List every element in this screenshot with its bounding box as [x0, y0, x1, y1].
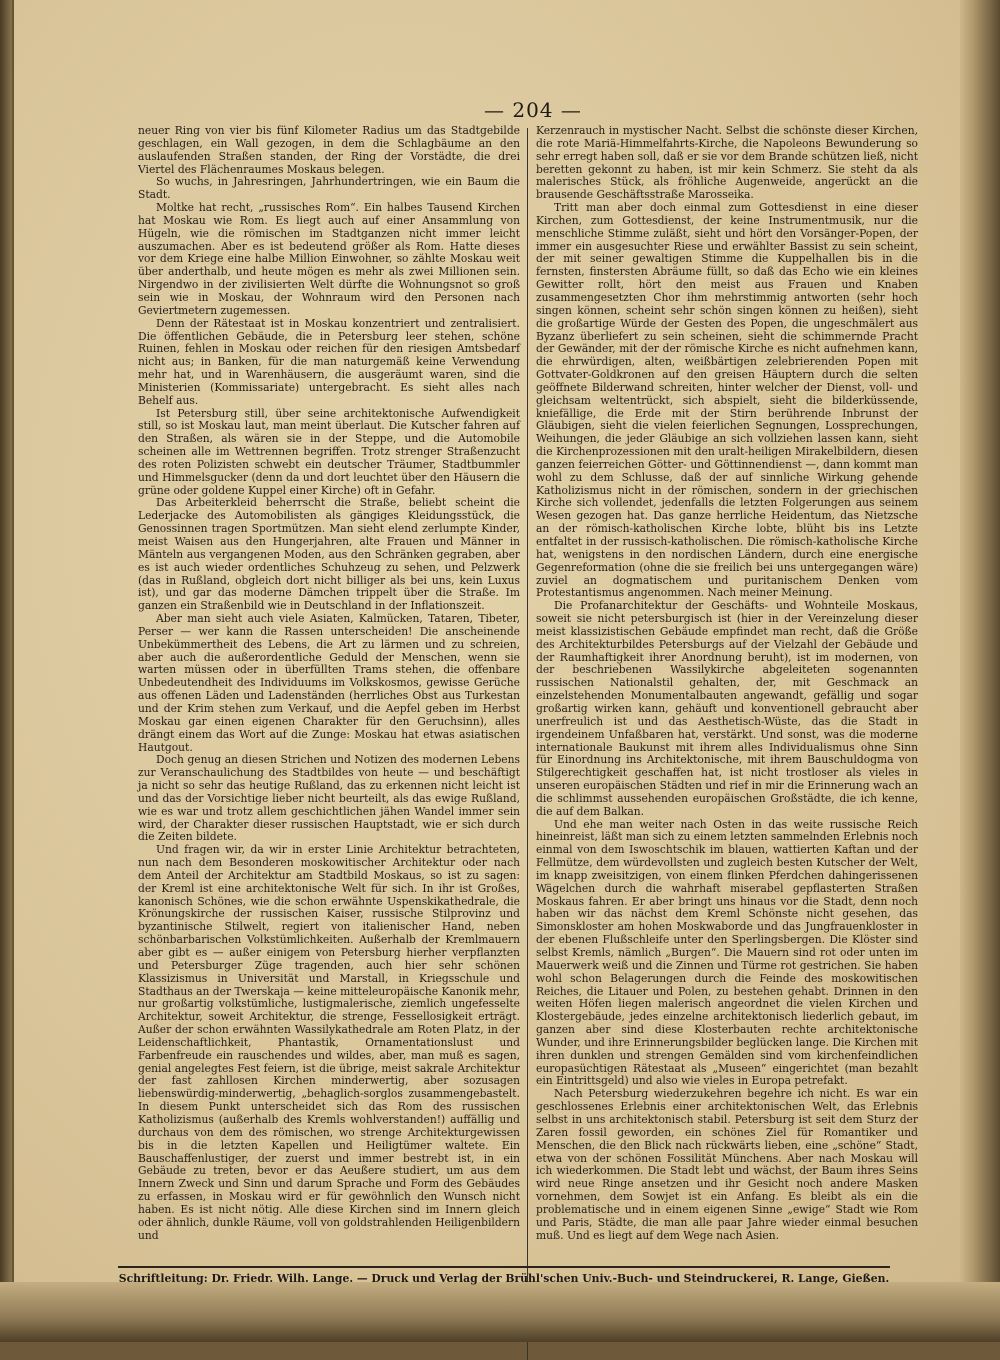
paragraph: Tritt man aber doch einmal zum Gottesdienst in eine dieser Kirchen, zum Gottesdienst, der keine Instrumentmusik, nur die menschliche Stimme zuläßt, sieht und hört den Vorsänger-Popen, der immer ein ausgesuchter Riese und erwählter Bassist zu sein scheint, der mit seiner gewaltigen Stimme die Kuppelhallen bis in die fernsten, finstersten Abräume füllt, so daß das Echo wie ein kleines Gewitter rollt, hört den meist aus Frauen und Knaben zusammengesetzten Chor ihm mehrstimmig antworten (sehr hoch singen können, scheint sehr schön singen können zu heißen), sieht die großartige Würde der Gesten des Popen, die ungeschmälert aus Byzanz überliefert zu sein scheinen, sieht die schimmernde Pracht der Gewänder, mit der der römische Kirche es nicht aufnehmen kann, die ehrwürdigen, alten, weißbärtigen zelebrierenden Popen mit Gottvater-Goldkronen auf den greisen Häuptern durch die selten geöffnete Bilderwand schreiten, hinter welcher der Dienst, voll- und gleichsam weltentrückt, sich abspielt, sieht die bilderküssende, kniefällige, die Erde mit der Stirn berührende Inbrunst der Gläubigen, sieht die vielen feierlichen Segnungen, Lossprechungen, Weihungen, die jeder Gläubige an sich vollziehen lassen kann, sieht die Kirchenprozessionen mit den uralt-heiligen Mirakelbildern, diesen ganzen feierreichen Götter- und Göttinnendienst —, dann kommt man wohl zu dem Schlusse, daß der auf sinnliche Wirkung gehende Katholizismus nicht in der römischen, sondern in der griechischen Kirche sich vollendet, jedenfalls die letzten Folgerungen aus seinem Wesen gezogen hat. Das ganze herrliche Heidentum, das Nietzsche an der römisch-katholischen Kirche lobte, blüht bis ins Letzte entfaltet in der russisch-katholischen. Die römisch-katholische Kirche hat, wenigstens in den nordischen Ländern, durch eine energische Gegenreformation (ohne die sie freilich bei uns untergegangen wäre) zuviel an dogmatischem und puritanischem Denken vom Protestantismus angenommen. Nach meiner Meinung. — [536, 201, 918, 600]
paragraph: Die Profanarchitektur der Geschäfts- und Wohnteile Moskaus, soweit sie nicht petersburgisch ist (hier in der Vereinzelung dieser meist klassizistischen Gebäude empfindet man recht, daß die Größe des Architekturbildes Petersburgs auf der Vielzahl der Gebäude und der Raumhaftigkeit ihrer Anordnung beruht), ist im modernen, von der beschriebenen Wassilykirche abgeleiteten sogenannten russischen Nationalstil gehalten, der, mit Geschmack an einzelstehenden Monumentalbauten angewandt, gefällig und sogar großartig wirken kann, gehäuft und konventionell gebraucht aber unerfreulich ist und das Aesthetisch-Wüste, das die Stadt in irgendeinem Unfaßbaren hat, verstärkt. Und sonst, was die moderne internationale Baukunst mit ihrem alles Individualismus ohne Sinn für Einordnung ins Architektonische, mit ihrem Bauschuldogma von Stilgerechtigkeit geschaffen hat, ist nicht trostloser als vieles in unseren europäischen Städten und rief in mir die Erinnerung wach an die schlimmst aussehenden europäischen Großstädte, die ich kenne, die auf dem Balkan. — [536, 599, 918, 818]
paragraph: Denn der Rätestaat ist in Moskau konzentriert und zentralisiert. Die öffentlichen Gebäude, die in Petersburg leer stehen, schöne Ruinen, fehlen in Moskau oder reichen für den riesigen Amtsbedarf nicht aus; in Banken, für die man naturgemäß keine Verwendung mehr hat, und in Warenhäusern, die ausgeräumt waren, sind die Ministerien (Kommissariate) untergebracht. Es sieht alles nach Behelf aus. — [138, 316, 520, 407]
left-column — [138, 125, 520, 1242]
paragraph: Nach Petersburg wiederzukehren begehre ich nicht. Es war ein geschlossenes Erlebnis einer architektonischen Welt, das Erlebnis selbst in uns architektonisch stabil. Petersburg ist seit dem Sturz der Zaren fossil geworden, ein schönes Ziel für Romantiker und Menschen, die den Blick nach rückwärts lieben, eine „schöne“ Stadt, etwa von der schönen Fossilität Münchens. Aber nach Moskau will ich wiederkommen. Die Stadt lebt und wächst, der Baum ihres Seins wird neue Ringe ansetzen und ihr Gesicht noch andere Masken vornehmen, dem Sowjet ist ein Anfang. Es bleibt als ein die problematische und in einem eigenen Sinne „ewige“ Stadt wie Rom und Paris, Städte, die man alle paar Jahre wieder einmal besuchen muß. Und es liegt auf dem Wege nach Asien. — [536, 1087, 918, 1242]
column-divider — [527, 128, 528, 1360]
binding-edge-left — [0, 0, 12, 1342]
paragraph: Doch genug an diesen Strichen und Notizen des modernen Lebens zur Veranschaulichung des Stadtbildes von heute — und beschäftigt ja nicht so sehr das heutige Rußland, das zu erkennen nicht leicht ist und das der Vorsichtige lieber nicht beurteilt, als das ewige Rußland, wie es war und trotz allem geschichtlichen jähen Wandel immer sein wird, der Charakter dieser russischen Hauptstadt, wie er sich durch die Zeiten bildete. — [138, 753, 520, 844]
page-number: — 204 — — [484, 98, 582, 122]
footer-rule — [118, 1266, 890, 1268]
paragraph: neuer Ring von vier bis fünf Kilometer Radius um das Stadtgebilde geschlagen, ein Wall gezogen, in dem die Schlagbäume an den auslaufenden Straßen standen, der Ring der Vorstädte, die drei Viertel des Flächenraumes Moskaus belegen. — [138, 124, 520, 176]
newspaper-page — [14, 0, 962, 1290]
scan-edge-bottom — [0, 1282, 1000, 1342]
paragraph: Ist Petersburg still, über seine architektonische Aufwendigkeit still, so ist Moskau laut, man meint überlaut. Die Kutscher fahren auf den Straßen, als wären sie in der Steppe, und die Automobile scheinen alle im Wettrennen begriffen. Trotz strenger Straßenzucht des roten Polizisten schwebt ein deutscher Träumer, Stadtbummler und Himmelsgucker (denn da und dort leuchtet über den Häusern die grüne oder goldene Kuppel einer Kirche) oft in Gefahr. — [138, 406, 520, 497]
paragraph: Kerzenrauch in mystischer Nacht. Selbst die schönste dieser Kirchen, die rote Mariä-Himmelfahrts-Kirche, die Napoleons Bewunderung so sehr erregt haben soll, daß er sie vor dem Brande schützen ließ, nicht beretten gekonnt zu haben, ist mir kein Schmerz. Sie steht da als malerisches Stück, als fröhliche Augenweide, angerückt an die brausende Geschäftsstraße Marosseika. — [536, 124, 918, 202]
binding-edge-right — [960, 0, 1000, 1342]
paragraph: So wuchs, in Jahresringen, Jahrhundertringen, wie ein Baum die Stadt. — [138, 175, 520, 202]
paragraph: Und ehe man weiter nach Osten in das weite russische Reich hineinreist, läßt man sich zu einem letzten sammelnden Erlebnis noch einmal von dem Iswoschtschik im blauen, wattierten Kaftan und der Fellmütze, dem würdevollsten und zugleich besten Kutscher der Welt, im knapp zweisitzigen, von einem flinken Pferdchen dahingerissenen Wägelchen durch die wahrhaft miserabel gepflasterten Straßen Moskaus fahren. Er aber bringt uns hinaus vor die Stadt, denn noch haben wir das nächst dem Kreml Schönste nicht gesehen, das Simonskloster am hohen Moskwaborde und das Jungfrauenkloster in der ebenen Flußschleife unter den Sperlingsbergen. Die Klöster sind selbst Kremls, nämlich „Burgen“. Die Mauern sind rot oder unten im Mauerwerk weiß und die Zinnen und Türme rot gestrichen. Sie haben wohl schon Belagerungen durch die Feinde des moskowitischen Reiches, die Litauer und Polen, zu bestehen gehabt. Drinnen in den weiten Höfen liegen malerisch angeordnet die vielen Kirchen und Klostergebäude, jedes einzelne architektonisch liederlich gebaut, im ganzen aber sind diese Klosterbauten rechte architektonische Wunder, und ihre Erinnerungsbilder beglücken lange. Die Kirchen mit ihren dunklen und strengen Gemälden sind vom kirchenfeindlichen europasüchtigen Rätestaat als „Museen“ eingerichtet (man bezahlt ein Eintrittsgeld) und also wie vieles in Europa petrefakt. — [536, 817, 918, 1088]
paragraph: Aber man sieht auch viele Asiaten, Kalmücken, Tataren, Tibeter, Perser — wer kann die Rassen unterscheiden! Die anscheinende Unbekümmertheit des Lebens, die Art zu lärmen und zu schreien, aber auch die außerordentliche Geduld der Menschen, wenn sie warten müssen oder in überfüllten Trams stehen, die offenbare Unbedeutendheit des Individuums im Volkskosmos, gewisse Gerüche aus offenen Läden und Ladenständen (herrliches Obst aus Turkestan und der Krim stehen zum Verkauf, und die Aepfel geben im Herbst Moskau gar einen eigenen Charakter für den Geruchsinn), alles drängt einem das Wort auf die Zunge: Moskau hat etwas asiatischen Hautgout. — [138, 612, 520, 754]
paragraph: Moltke hat recht, „russisches Rom“. Ein halbes Tausend Kirchen hat Moskau wie Rom. Es liegt auch auf einer Ansammlung von Hügeln, wie die römischen im Stadtganzen nicht immer leicht auszumachen. Aber es ist bedeutend größer als Rom. Hatte dieses vor dem Kriege eine halbe Million Einwohner, so zählte Moskau weit über anderthalb, und heute mögen es mehr als zwei Millionen sein. Nirgendwo in der zivilisierten Welt dürfte die Wohnungsnot so groß sein wie in Moskau, der Wohnraum wird den Personen nach Geviertmetern zugemessen. — [138, 201, 520, 317]
imprint-footer: Schriftleitung: Dr. Friedr. Wilh. Lange. — Druck und Verlag der Brühl'schen Univ.-Buch- und Steindruckerei, R. Lange, Gießen. — [118, 1272, 890, 1285]
paragraph: Und fragen wir, da wir in erster Linie Architektur betrachteten, nun nach dem Besonderen moskowitischer Architektur oder nach dem Anteil der Architektur am Stadtbild Moskaus, so ist zu sagen: der Kreml ist eine architektonische Welt für sich. In ihr ist Großes, kanonisch Schönes, wie die schon erwähnte Uspenskikathedrale, die Krönungskirche der russischen Kaiser, russische Stilprovinz und byzantinische Stilwelt, regiert von italienischer Hand, neben schönbarbarischen Volkstümlichkeiten. Außerhalb der Kremlmauern aber gibt es — außer einigem von Petersburg hierher verpflanzten und Petersburger Züge tragenden, auch hier sehr schönen Klassizismus in Universität und Marstall, in Kriegsschule und Stadthaus an der Twerskaja — keine mitteleuropäische Kanonik mehr, nur großartig volkstümliche, lustigmalerische, ziemlich ungefesselte Architektur, soweit Architektur, die strenge, Fessellosigkeit erträgt. Außer der schon erwähnten Wassilykathedrale am Roten Platz, in der Leidenschaftlichkeit, Phantastik, Ornamentationslust und Farbenfreude ein rauschendes und wildes, aber, man muß es sagen, genial angelegtes Fest feiern, ist die übrige, meist sakrale Architektur der fast zahllosen Kirchen minderwertig, aber sozusagen liebenswürdig-minderwertig, „behaglich-sorglos zusammengebastelt. In diesem Punkt unterscheidet sich das Rom des russischen Katholizismus (außerhalb des Kremls wohlverstanden!) auffällig und durchaus von dem des römischen, wo strenge Architekturgewissen bis in die letzten Kapellen und Heiligtümer waltete. Ein Bauschaffenlustiger, der zuerst und immer bestrebt ist, in ein Gebäude zu treten, bevor er das Aeußere studiert, um aus dem Innern Zweck und Sinn und darum Sprache und Form des Gebäudes zu erfassen, in Moskau wird er für gewöhnlich den Wunsch nicht haben. Es ist nicht nötig. Alle diese Kirchen sind im Innern gleich oder ähnlich, dunkle Räume, voll von goldstrahlenden Heiligenbildern und — [138, 843, 520, 1242]
paragraph: Das Arbeiterkleid beherrscht die Straße, beliebt scheint die Lederjacke des Automobilisten als gängiges Kleidungsstück, die Genossinnen tragen Sportmützen. Man sieht elend zerlumpte Kinder, meist Waisen aus den Hungerjahren, alte Frauen und Männer in Mänteln aus vergangenen Moden, aus den Schränken gegraben, aber es ist auch wieder ordentliches Schuhzeug zu sehen, und Pelzwerk (das in Rußland, obgleich dort nicht billiger als bei uns, kein Luxus ist), und gar das moderne Dämchen trippelt über die Straße. Im ganzen ein Straßenbild wie in Deutschland in der Inflationszeit. — [138, 496, 520, 613]
right-column — [536, 125, 918, 1242]
